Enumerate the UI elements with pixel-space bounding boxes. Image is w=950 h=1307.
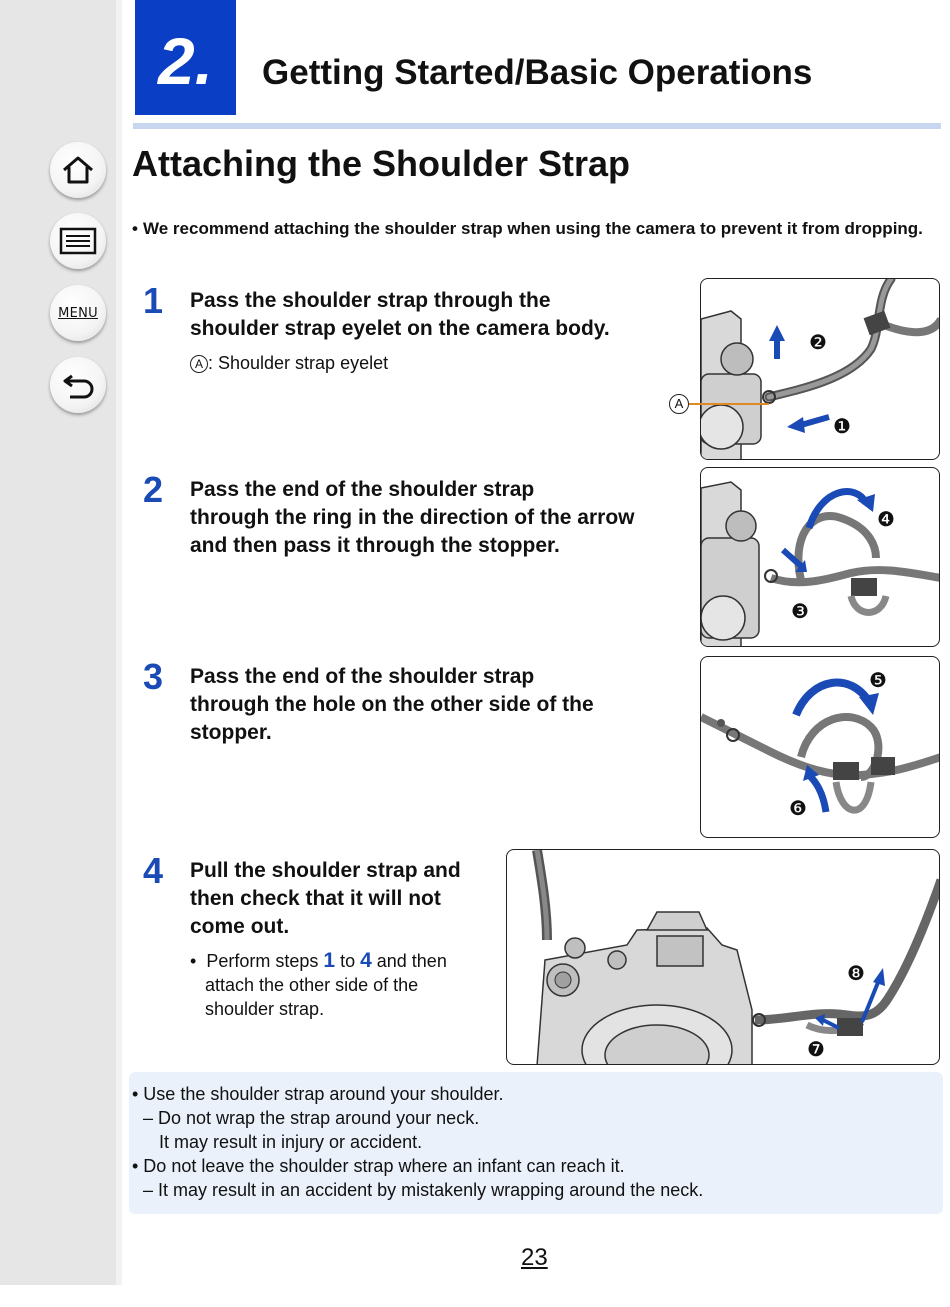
step-2-line-2: through the ring in the direction of the arrow — [190, 506, 635, 529]
step-2-text — [190, 476, 635, 560]
header-divider — [133, 123, 941, 129]
step-1-text — [190, 287, 610, 343]
step-2-line-3: and then pass it through the stopper. — [190, 534, 560, 557]
chapter-title: Getting Started/Basic Operations — [262, 53, 813, 92]
step-3-line-1: Pass the end of the shoulder strap — [190, 665, 535, 688]
list-icon — [59, 227, 97, 255]
step-3-line-3: stopper. — [190, 721, 272, 744]
step-4-line-3: come out. — [190, 915, 290, 938]
marker-3: ❸ — [791, 601, 809, 623]
step-4-note-line-2: attach the other side of the — [205, 975, 419, 995]
page-number[interactable]: 23 — [521, 1244, 548, 1271]
chapter-number-box — [135, 0, 236, 115]
callout-a-line — [689, 403, 769, 405]
note-line-4: • Do not leave the shoulder strap where an infant can reach it. — [132, 1156, 625, 1176]
chapter-number: 2. — [157, 23, 214, 98]
callout-a-marker: A — [190, 355, 208, 373]
step-3-illustration — [700, 656, 940, 838]
home-icon — [61, 154, 95, 186]
step-2-illustration — [700, 467, 940, 647]
step-4-note — [190, 949, 447, 1021]
step-4-note-post: and then — [371, 951, 447, 971]
step-ref-1: 1 — [323, 949, 336, 972]
step-2-line-1: Pass the end of the shoulder strap — [190, 478, 535, 501]
step-1-number: 1 — [143, 280, 164, 321]
intro-text: We recommend attaching the shoulder strap when using the camera to prevent it from dropping. — [143, 219, 923, 238]
step-4-text — [190, 857, 461, 941]
step-1-illustration — [700, 278, 940, 460]
step-1-line-1: Pass the shoulder strap through the — [190, 289, 551, 312]
menu-button[interactable] — [50, 285, 106, 341]
step-4-illustration — [506, 849, 940, 1065]
table-of-contents-button[interactable] — [50, 213, 106, 269]
note-line-1: • Use the shoulder strap around your shoulder. — [132, 1084, 504, 1104]
sidebar-edge — [116, 0, 122, 1285]
page-title: Attaching the Shoulder Strap — [132, 143, 631, 184]
back-arrow-icon — [60, 370, 96, 400]
marker-5: ❺ — [869, 670, 887, 692]
note-line-3: It may result in injury or accident. — [159, 1132, 423, 1152]
home-button[interactable] — [50, 142, 106, 198]
intro-note — [132, 217, 932, 240]
step-4-note-mid: to — [335, 951, 361, 971]
step-1-line-2: shoulder strap eyelet on the camera body. — [190, 317, 610, 340]
step-4-note-pre: Perform steps — [206, 951, 324, 971]
step-1-note-text: : Shoulder strap eyelet — [208, 353, 389, 373]
step-4-number: 4 — [143, 850, 164, 891]
step-4-line-2: then check that it will not — [190, 887, 441, 910]
marker-1: ❶ — [833, 416, 851, 438]
marker-4: ❹ — [877, 509, 895, 531]
menu-label: MENU — [58, 305, 98, 321]
step-3-number: 3 — [143, 656, 164, 697]
marker-6: ❻ — [789, 798, 807, 820]
step-ref-4: 4 — [360, 949, 372, 972]
step-4-line-1: Pull the shoulder strap and — [190, 859, 461, 882]
step-3-text — [190, 663, 594, 747]
marker-7: ❼ — [807, 1039, 825, 1061]
step-4-note-bullet: • — [190, 951, 197, 971]
step-1-note — [190, 351, 388, 375]
note-line-5: – It may result in an accident by mistakenly wrapping around the neck. — [143, 1180, 704, 1200]
back-button[interactable] — [50, 357, 106, 413]
marker-8: ❽ — [847, 963, 865, 985]
step-4-note-line-3: shoulder strap. — [205, 999, 325, 1019]
marker-2: ❷ — [809, 332, 827, 354]
step-3-line-2: through the hole on the other side of the — [190, 693, 594, 716]
intro-bullet: • — [132, 219, 138, 238]
callout-a-label: A — [669, 394, 689, 414]
step-2-number: 2 — [143, 469, 164, 510]
bottom-margin — [0, 1285, 950, 1307]
note-line-2: – Do not wrap the strap around your neck. — [143, 1108, 480, 1128]
